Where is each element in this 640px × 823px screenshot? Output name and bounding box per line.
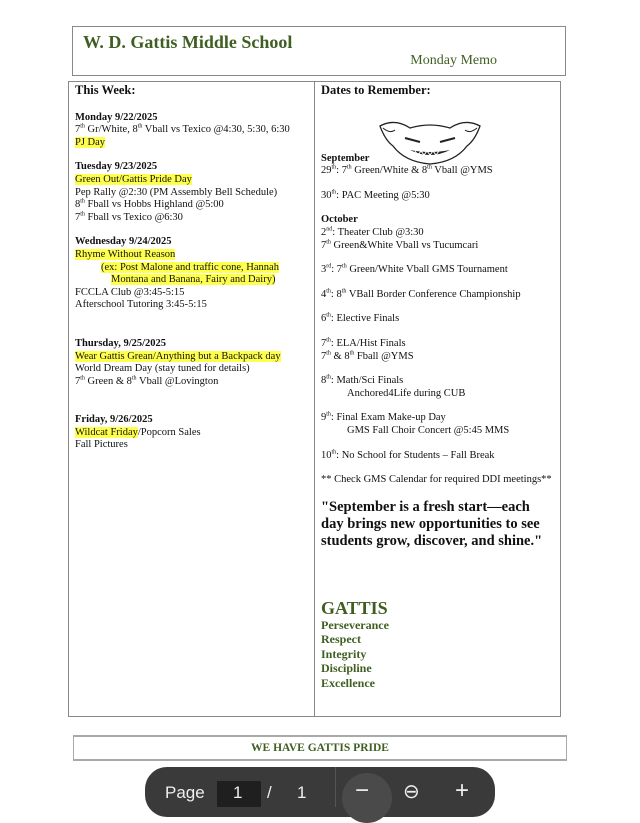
day-section (75, 338, 308, 388)
ordinal-suffix: th (326, 350, 331, 357)
day-section (75, 112, 308, 150)
line-text: Green/White Vball GMS Tournament (346, 264, 508, 276)
ordinal-suffix: th (326, 337, 331, 344)
total-pages: 1 (297, 783, 307, 802)
memo-line (321, 338, 554, 351)
zoom-out-icon[interactable]: − (355, 777, 370, 804)
line-text: Fall Pictures (75, 439, 128, 451)
gattis-value: Discipline (321, 661, 372, 676)
day-title: Friday, 9/26/2025 (75, 414, 153, 426)
line-text: 7 (321, 350, 327, 362)
page-separator: / (267, 783, 272, 802)
month-title: September (321, 152, 370, 164)
line-text: 7 (75, 124, 81, 136)
date-item (321, 313, 554, 326)
gattis-value: Integrity (321, 646, 367, 661)
line-text: : No School for Students – Fall Break (336, 449, 495, 461)
ordinal-suffix: th (349, 350, 355, 357)
memo-line (321, 289, 554, 302)
line-text: 8 (75, 199, 81, 211)
line-text: : 8 (330, 288, 342, 300)
line-text: FCCLA Club @3:45-5:15 (75, 286, 185, 298)
month-section (321, 214, 554, 486)
date-item (321, 190, 554, 203)
memo-line (321, 313, 554, 326)
date-item (321, 450, 554, 463)
line-text: : Theater Club @3:30 (332, 226, 424, 238)
line-text: : ELA/Hist Finals (330, 337, 406, 349)
memo-line (75, 439, 308, 452)
day-title: Tuesday 9/23/2025 (75, 161, 158, 173)
ordinal-suffix: nd (326, 226, 333, 233)
memo-line (321, 375, 554, 388)
line-text: Montana and Banana, Fairy and Dairy) (111, 274, 276, 286)
memo-line (321, 351, 554, 364)
line-text: 7 (75, 375, 81, 387)
ordinal-suffix: th (326, 288, 331, 295)
line-text: (ex: Post Malone and traffic cone, Hannah (101, 261, 279, 273)
date-item (321, 289, 554, 302)
line-text: 4 (321, 288, 327, 300)
ordinal-suffix: th (326, 239, 331, 246)
ordinal-suffix: th (80, 375, 85, 382)
memo-line (75, 199, 308, 212)
ordinal-suffix: th (80, 198, 85, 205)
pdf-toolbar (145, 767, 495, 817)
date-item (321, 165, 554, 178)
line-text: Anchored4Life during CUB (347, 387, 466, 399)
memo-line (321, 190, 554, 203)
day-title: Thursday, 9/25/2025 (75, 337, 167, 349)
line-text: 7 (321, 337, 327, 349)
memo-body (68, 81, 561, 717)
page-label: Page (165, 783, 205, 802)
line-text: Vball @YMS (431, 165, 493, 177)
date-item (321, 474, 554, 487)
line-text: : 7 (336, 165, 347, 177)
memo-line (75, 274, 308, 287)
memo-line (321, 474, 554, 487)
ordinal-suffix: rd (326, 263, 332, 270)
line-text: 7 (321, 239, 327, 251)
day-title: Monday 9/22/2025 (75, 111, 158, 123)
memo-line (321, 264, 554, 277)
toolbar-divider (335, 767, 336, 807)
current-page[interactable]: 1 (233, 783, 243, 802)
line-text: Green/White & 8 (351, 165, 428, 177)
memo-line (75, 299, 308, 312)
line-text: Fball vs Texico @6:30 (84, 211, 183, 223)
ordinal-suffix: th (342, 263, 347, 270)
gattis-value: Excellence (321, 675, 375, 690)
memo-line (321, 165, 554, 178)
memo-header (72, 26, 566, 76)
line-text: Gr/White, 8 (84, 124, 138, 136)
line-text: Afterschool Tutoring 3:45-5:15 (75, 299, 207, 311)
line-text: 9 (321, 412, 327, 424)
memo-subtitle: Monday Memo (410, 53, 497, 68)
day-section (75, 236, 308, 312)
ordinal-suffix: th (131, 375, 137, 382)
line-text: PJ Day (75, 136, 106, 148)
dates-column (315, 82, 560, 716)
memo-line (321, 240, 554, 253)
line-text: ** Check GMS Calendar for required DDI meetings** (321, 474, 552, 486)
date-item (321, 338, 554, 363)
line-text: Fball vs Hobbs Highland @5:00 (84, 199, 224, 211)
school-name: W. D. Gattis Middle School (83, 32, 293, 52)
line-text: VBall Border Conference Championship (346, 288, 521, 300)
ordinal-suffix: th (331, 189, 337, 196)
monthly-quote: "September is a fresh start—each day brings new opportunities to see students grow, discover, and shine." (321, 498, 543, 549)
memo-line (75, 187, 308, 200)
line-text: GMS Fall Choir Concert @5:45 MMS (347, 424, 510, 436)
line-text: Pep Rally @2:30 (PM Assembly Bell Schedule) (75, 186, 278, 198)
ordinal-suffix: th (346, 164, 352, 171)
this-week-column (69, 82, 315, 716)
line-text: : Elective Finals (330, 313, 400, 325)
line-text: Green&White Vball vs Tucumcari (330, 239, 479, 251)
day-title: Wednesday 9/24/2025 (75, 236, 172, 248)
line-text: : 7 (331, 264, 343, 276)
ordinal-suffix: th (326, 312, 331, 319)
ordinal-suffix: th (326, 374, 331, 381)
line-text: : Math/Sci Finals (330, 375, 404, 387)
line-text: Wildcat Friday (75, 426, 138, 438)
gattis-values (321, 598, 554, 691)
wildcat-mascot-icon (375, 118, 485, 166)
memo-line (321, 425, 554, 438)
gattis-title: GATTIS (321, 597, 388, 618)
line-text: 29 (321, 165, 332, 177)
day-section (75, 414, 308, 452)
memo-line (75, 212, 308, 225)
line-text: 7 (75, 211, 81, 223)
ordinal-suffix: th (326, 411, 331, 418)
ordinal-suffix: th (331, 164, 337, 171)
line-text: Green & 8 (84, 375, 132, 387)
line-text: & 8 (330, 350, 350, 362)
date-item (321, 375, 554, 400)
date-item (321, 264, 554, 277)
memo-line (321, 412, 554, 425)
memo-line (75, 376, 308, 389)
line-text: 6 (321, 313, 327, 325)
line-text: 10 (321, 449, 332, 461)
ordinal-suffix: th (331, 449, 337, 455)
memo-line (75, 287, 308, 300)
ordinal-suffix: th (427, 164, 432, 171)
line-text: Rhyme Without Reason (75, 248, 176, 260)
memo-line (321, 227, 554, 240)
month-title: October (321, 214, 358, 226)
line-text: Vball @Lovington (136, 375, 219, 387)
line-text: World Dream Day (stay tuned for details) (75, 363, 250, 375)
ordinal-suffix: th (80, 123, 85, 130)
line-text: : PAC Meeting @5:30 (336, 189, 430, 201)
line-text: Green Out/Gattis Pride Day (75, 173, 192, 185)
footer-banner: WE HAVE GATTIS PRIDE (73, 735, 567, 761)
line-text: 30 (321, 189, 332, 201)
memo-line (75, 262, 308, 275)
line-text: : Final Exam Make-up Day (330, 412, 446, 424)
zoom-reset-icon[interactable]: ⊖ (403, 781, 420, 803)
ordinal-suffix: th (137, 123, 143, 130)
memo-line (321, 388, 554, 401)
dates-heading: Dates to Remember: (321, 83, 431, 97)
date-item (321, 412, 554, 437)
memo-line (75, 427, 308, 440)
memo-line (75, 363, 308, 376)
line-text: Vball vs Texico @4:30, 5:30, 6:30 (142, 124, 290, 136)
line-text: 3 (321, 264, 327, 276)
ordinal-suffix: th (80, 211, 85, 218)
line-text: 8 (321, 375, 327, 387)
gattis-value: Perseverance (321, 617, 389, 632)
date-item (321, 227, 554, 252)
line-text: /Popcorn Sales (137, 426, 201, 438)
zoom-in-icon[interactable]: + (455, 777, 470, 804)
line-text: Wear Gattis Grean/Anything but a Backpack day (75, 350, 281, 362)
memo-line (75, 351, 308, 364)
day-section (75, 161, 308, 224)
this-week-heading: This Week: (75, 83, 136, 97)
memo-line (75, 249, 308, 262)
ordinal-suffix: th (341, 288, 347, 295)
memo-line (75, 124, 308, 137)
gattis-value: Respect (321, 632, 361, 647)
memo-line (321, 450, 554, 463)
memo-line (75, 174, 308, 187)
memo-line (75, 137, 308, 150)
line-text: Fball @YMS (354, 350, 414, 362)
line-text: 2 (321, 226, 327, 238)
